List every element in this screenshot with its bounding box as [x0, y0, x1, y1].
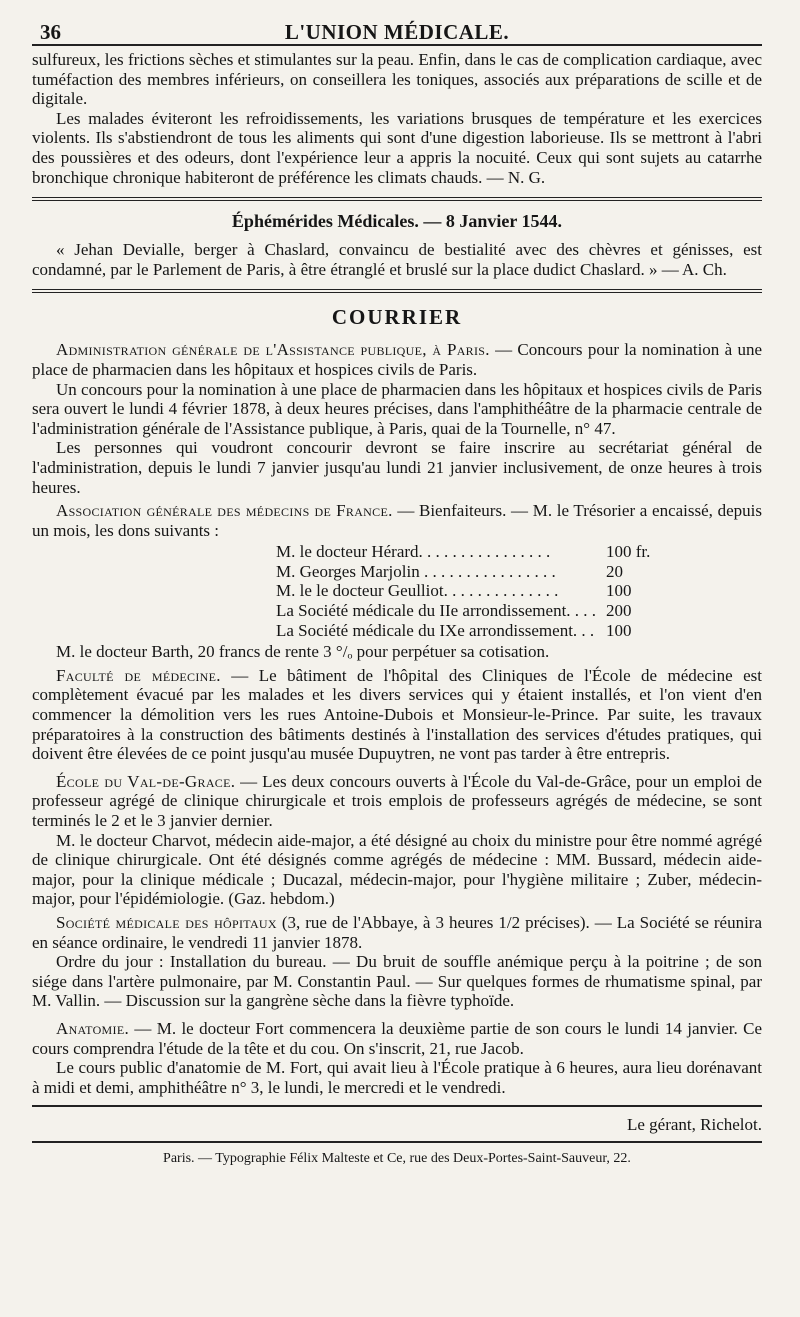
- anatomie-text: — M. le docteur Fort commencera la deuxième partie de son cours le lundi 14 janvier. Ce cours comprendra l'étude de la tête et du cou. On s'inscrit, 21, rue Jacob.: [32, 1018, 762, 1058]
- ecole-notice: [32, 772, 762, 831]
- courrier-title: COURRIER: [331, 305, 463, 330]
- anatomie-heading: Anatomie.: [56, 1018, 130, 1038]
- intro-paragraph-2: Les malades éviteront les refroidissements, les variations brusques de température et les exercices violents. Ils s'abstiendront de tous les aliments qui sont d'une digestion laborieuse. Ils se mettront à l'abri des poussières et des odeurs, dont l'expérience leur a appris la nocuité. Ceux qui sont sujets au catarrhe bronchique chronique habiteront de préférence les climats chauds. — N. G.: [32, 108, 762, 187]
- gerant-signature: Le gérant, Richelot.: [626, 1115, 762, 1135]
- section-divider: [32, 197, 762, 201]
- association-text: — Bienfaiteurs. — M. le Trésorier a encaissé, depuis un mois, les dons suivants :: [32, 501, 762, 540]
- admin-heading: Administration générale de l'Assistance publique, à Paris.: [56, 340, 490, 360]
- donation-row: La Société médicale du IXe arrondissement. . . 100: [276, 620, 632, 640]
- ecole-heading: École du Val-de-Grace.: [56, 771, 236, 791]
- faculte-notice: [32, 666, 762, 764]
- intro-paragraph-1: sulfureux, les frictions sèches et stimulantes sur la peau. Enfin, dans le cas de complication cardiaque, avec tuméfaction des membres inférieurs, on conseillera les toniques, associés aux préparations de scille et de digitale.: [32, 50, 762, 109]
- association-heading: Association générale des médecins de France.: [56, 501, 393, 521]
- donation-row: M. le le docteur Geulliot. . . . . . . . . . . . . . 100: [276, 581, 632, 601]
- faculte-heading: Faculté de médecine.: [56, 665, 221, 685]
- donation-row: M. le docteur Hérard. . . . . . . . . . . . . . . . 100 fr.: [276, 542, 651, 562]
- ephemerides-body: « Jehan Devialle, berger à Chaslard, convaincu de bestialité avec des chèvres et génisses, est condamné, par le Parlement de Paris, à être étranglé et bruslé sur la place dudict Chaslard. » — A. Ch.: [32, 240, 762, 279]
- bottom-rule: [32, 1105, 762, 1107]
- ecole-text: — Les deux concours ouverts à l'École du Val-de-Grâce, pour un emploi de professeur agrégé de clinique chirurgicale et trois emplois de professeurs agrégés de médecine, se sont terminés le 2 et le 3 janvier dernier.: [32, 771, 762, 830]
- footer-rule: [32, 1141, 762, 1143]
- ecole-paragraph-2: M. le docteur Charvot, médecin aide-major, a été désigné au choix du ministre pour être nommé agrégé de clinique chirurgicale. Ont été désignés comme agrégés de médecine : MM. Bussard, médecin aide-major, pour la clinique médicale ; Ducazal, médecin-major, pour l'hygiène militaire ; Zuber, médecin-major, pour l'épidémiologie. (Gaz. hebdom.): [32, 830, 762, 909]
- page-header: [32, 14, 762, 44]
- societe-text: (3, rue de l'Abbaye, à 3 heures 1/2 précises). — La Société se réunira en séance ordinaire, le vendredi 11 janvier 1878.: [32, 912, 763, 952]
- societe-notice: [32, 913, 762, 952]
- donation-row: La Société médicale du IIe arrondissement. . . . 200: [276, 601, 632, 621]
- admin-notice: [32, 340, 762, 379]
- association-paragraph-2: M. le docteur Barth, 20 francs de rente 3 °/ₒ pour perpétuer sa cotisation.: [56, 642, 550, 662]
- admin-paragraph-2: Un concours pour la nomination à une place de pharmacien dans les hôpitaux et hospices civils de Paris sera ouvert le lundi 4 février 1878, à deux heures précises, dans l'amphithéâtre de la pharmacie centrale de l'administration générale de l'Assistance publique, à Paris, quai de la Tournelle, n° 47.: [32, 379, 762, 438]
- donations-list: [276, 542, 762, 640]
- section-divider: [32, 289, 762, 293]
- faculte-text: — Le bâtiment de l'hôpital des Cliniques de l'École de médecine est complètement évacué par les malades et les divers services qui y étaient installés, et l'on vient d'en commencer la démolition vers les rues Antoine-Dubois et Monsieur-le-Prince. Par suite, les travaux préparatoires à la construction des bâtiments destinés à l'installation des services d'études pratiques, qui doivent être élevées de ce point jusqu'au musée Dupuytren, ne vont pas tarder à être entrepris.: [32, 665, 762, 764]
- donation-row: M. Georges Marjolin . . . . . . . . . . . . . . . . 20: [276, 561, 623, 581]
- anatomie-paragraph-2: Le cours public d'anatomie de M. Fort, qui avait lieu à l'École pratique à 6 heures, aura lieu dorénavant à midi et demi, amphithéâtre n° 3, le lundi, le mercredi et le vendredi.: [32, 1058, 762, 1097]
- running-title: L'UNION MÉDICALE.: [284, 20, 510, 44]
- societe-paragraph-2: Ordre du jour : Installation du bureau. — Du bruit de souffle anémique perçu à la poitrine ; de son siége dans l'artère pulmonaire, par M. Constantin Paul. — Sur quelques formes de rhumatisme spinal, par M. Vallin. — Discussion sur la gangrène sèche dans la fièvre typhoïde.: [32, 952, 762, 1011]
- ephemerides-title: Éphémérides Médicales. — 8 Janvier 1544.: [231, 211, 563, 232]
- societe-heading: Société médicale des hôpitaux: [56, 912, 277, 932]
- admin-paragraph-3: Les personnes qui voudront concourir devront se faire inscrire au secrétariat général de l'administration, depuis le lundi 7 janvier jusqu'au lundi 21 janvier inclusivement, de onze heures à trois heures.: [32, 438, 762, 497]
- admin-text: — Concours pour la nomination à une place de pharmacien dans les hôpitaux et hospices civils de Paris.: [32, 340, 762, 379]
- association-notice: [32, 501, 762, 540]
- anatomie-notice: [32, 1019, 762, 1058]
- page-number: 36: [40, 20, 61, 44]
- printer-footer: Paris. — Typographie Félix Malteste et Ce, rue des Deux-Portes-Saint-Sauveur, 22.: [163, 1151, 631, 1167]
